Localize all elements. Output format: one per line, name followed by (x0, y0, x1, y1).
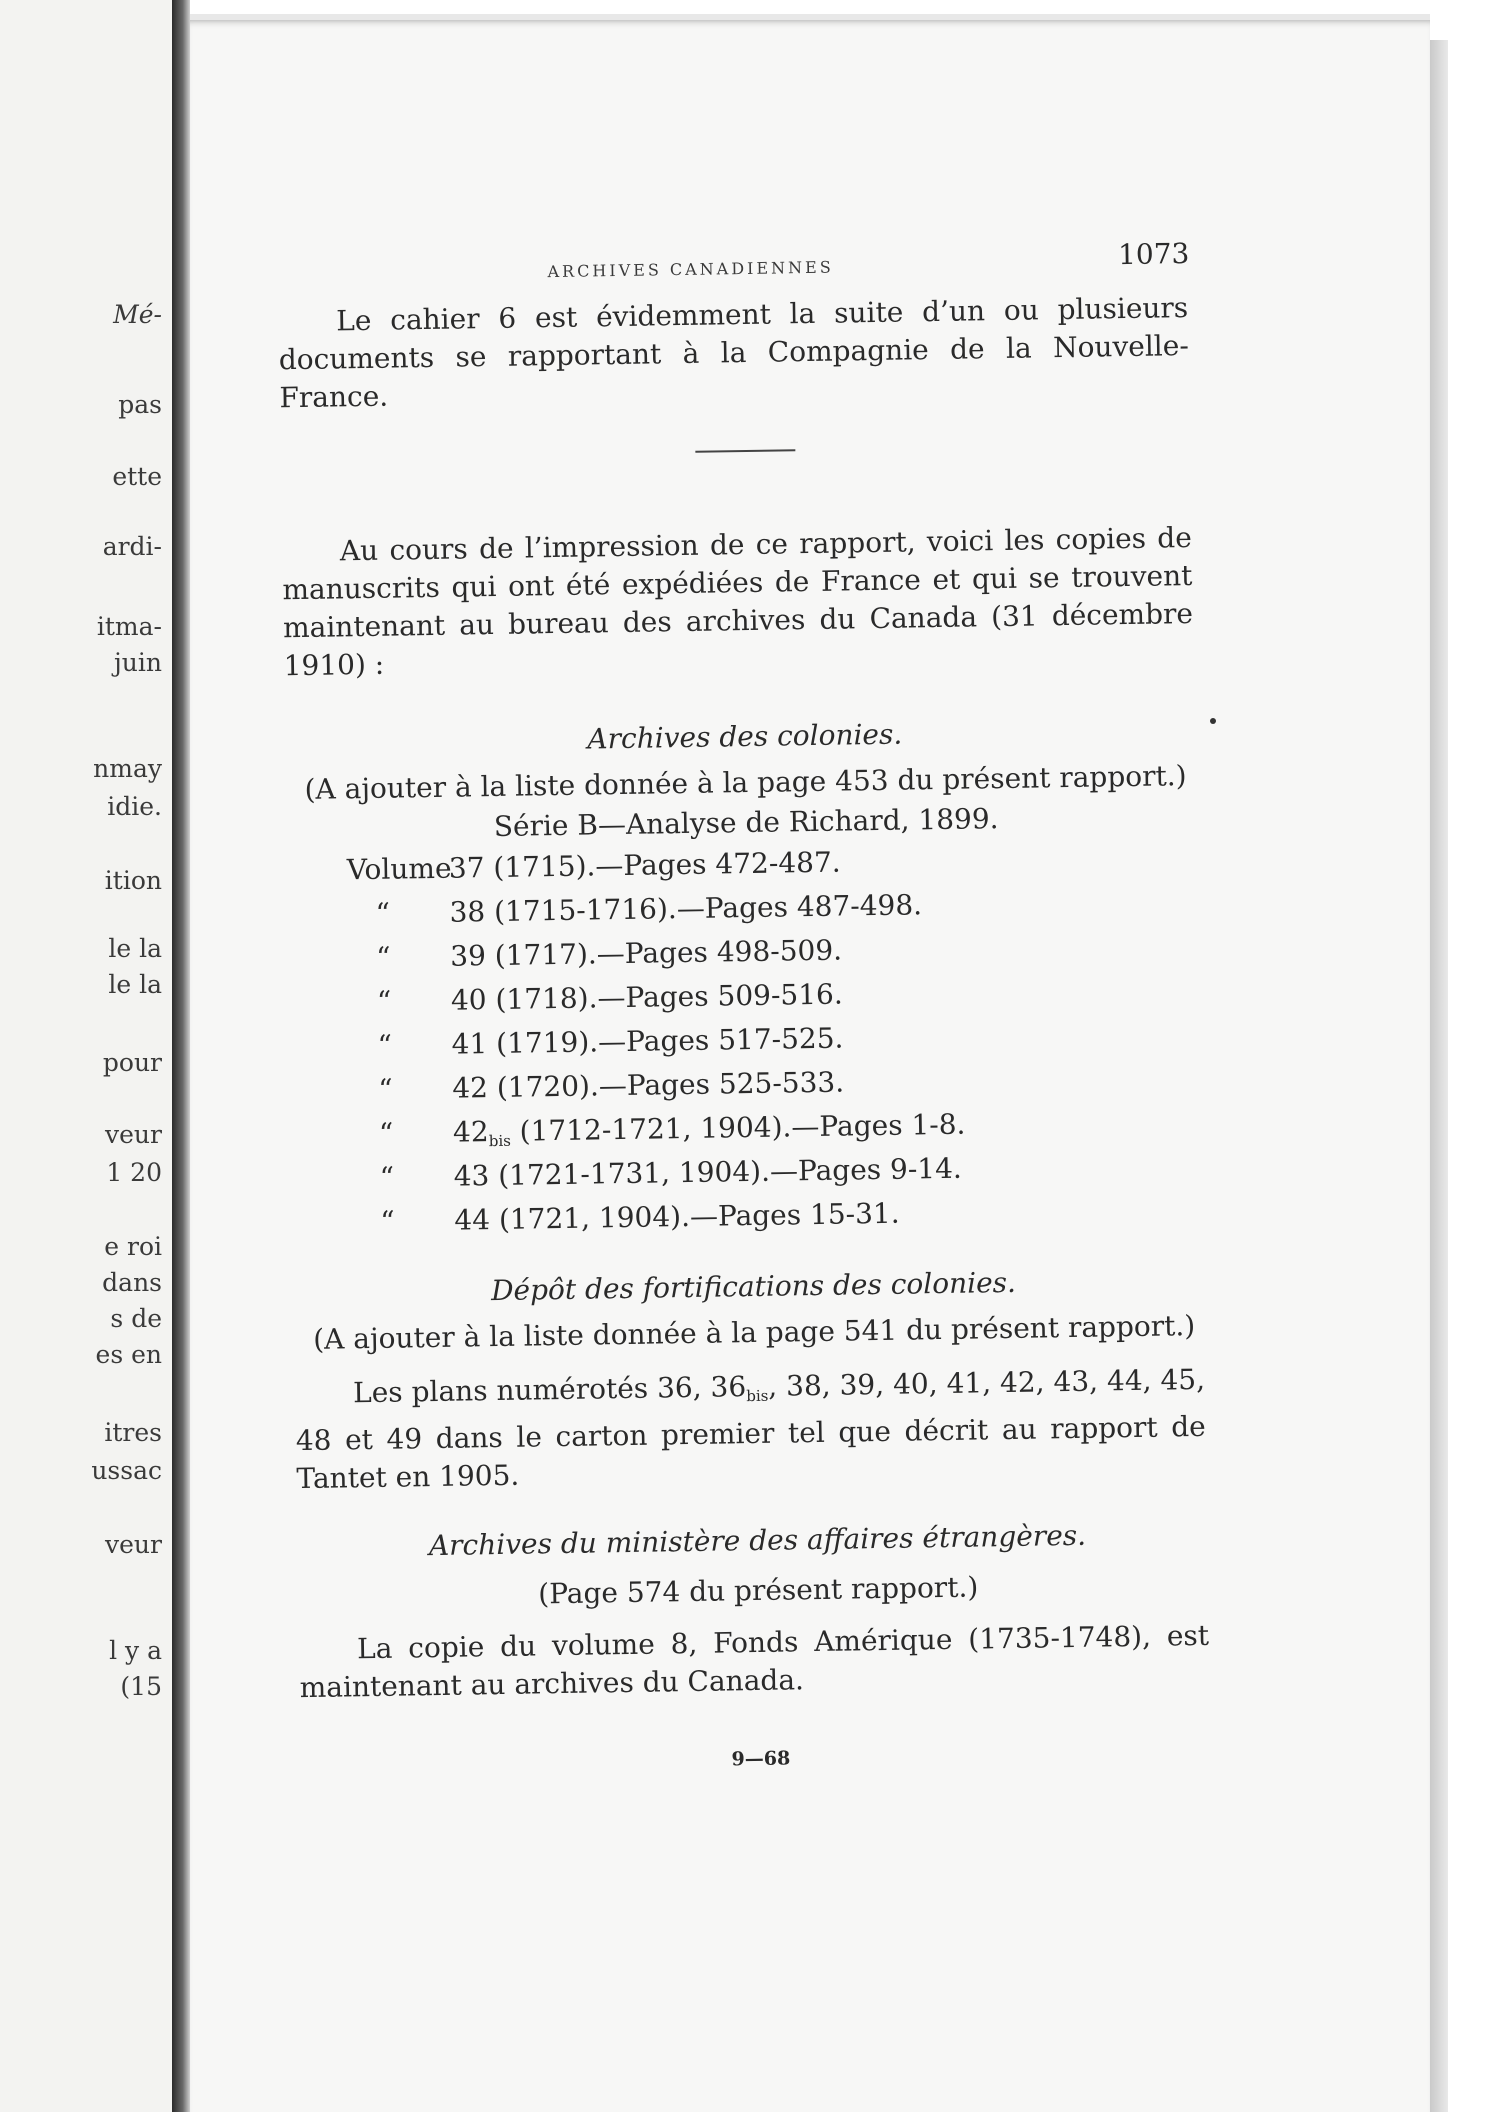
facing-page-line: idie. (107, 792, 162, 821)
ditto-mark: “ (378, 1072, 393, 1106)
facing-page-line: ition (104, 866, 162, 895)
volume-entry: 37 (1715).—Pages 472-487. (448, 845, 841, 885)
facing-page-line: dans (102, 1268, 162, 1297)
facing-page-line: juin (114, 648, 162, 677)
fortifications-subscript: bis (746, 1386, 769, 1406)
fortifications-note: (A ajouter à la liste donnée à la page 541 du présent rapport.) (312, 1309, 1196, 1356)
fortifications-text-start: Les plans numérotés 36, 36 (352, 1370, 747, 1410)
facing-page-line: ussac (91, 1456, 162, 1485)
facing-page-line: ardi- (102, 532, 162, 561)
facing-page-line: itma- (96, 612, 162, 641)
fortifications-text-end: , 38, 39, 40, 41, 42, 43, 44, 45, 48 et 49 dans le carton premier tel que décrit au rapport de Tantet en 1905. (295, 1362, 1206, 1496)
running-header (277, 235, 1198, 289)
facing-page-line: ette (112, 462, 162, 491)
facing-page-line: pas (118, 390, 162, 419)
document-page (190, 20, 1430, 2112)
facing-page-line: itres (104, 1418, 162, 1447)
ink-speck (1210, 718, 1216, 724)
facing-page-line: pour (102, 1048, 162, 1077)
printer-signature: 9—68 (731, 1747, 791, 1771)
ditto-mark: “ (376, 984, 392, 1018)
volume-number: 42 (452, 1115, 489, 1149)
colonies-note: (A ajouter à la liste donnée à la page 453 du présent rapport.) (304, 759, 1187, 806)
fortifications-paragraph (295, 1361, 1207, 1498)
foreign-affairs-note: (Page 574 du présent rapport.) (537, 1570, 979, 1611)
section-divider (695, 449, 795, 453)
facing-page-line: 1 20 (106, 1158, 162, 1187)
facing-page-line: veur (105, 1120, 162, 1149)
book-gutter (172, 0, 190, 2112)
ditto-mark: “ (377, 1028, 393, 1062)
colonies-series: Série B—Analyse de Richard, 1899. (493, 802, 999, 843)
facing-page-line: le la (108, 934, 162, 963)
ditto-mark: “ (375, 896, 391, 930)
volume-subscript: bis (488, 1131, 512, 1151)
facing-page-line: veur (105, 1530, 162, 1559)
volume-prefix: Volume (346, 851, 452, 887)
volume-entry: 42 (1720).—Pages 525-533. (452, 1065, 845, 1105)
facing-page-line: s de (110, 1304, 162, 1333)
volume-entry: 44 (1721, 1904).—Pages 15-31. (454, 1196, 900, 1237)
volume-entry: 38 (1715-1716).—Pages 487-498. (449, 888, 923, 929)
ditto-mark: “ (380, 1204, 395, 1238)
volume-entry: 41 (1719).—Pages 517-525. (451, 1021, 844, 1061)
facing-page-line: e roi (104, 1232, 162, 1261)
facing-page-fragment (0, 0, 172, 2112)
ditto-mark: “ (379, 1160, 395, 1194)
foreign-affairs-paragraph: La copie du volume 8, Fonds Amérique (1735-1748), est maintenant au archives du Canada. (299, 1618, 1210, 1705)
facing-page-line: l y a (109, 1636, 162, 1665)
facing-page-line: Mé- (113, 300, 162, 329)
page-edge-strip (1430, 40, 1448, 2112)
volume-list (347, 837, 1053, 1244)
section-heading-foreign-affairs: Archives du ministère des affaires étrangères. (428, 1518, 1087, 1563)
ditto-mark: “ (378, 1116, 394, 1150)
volume-detail: (1712-1721, 1904).—Pages 1-8. (510, 1107, 966, 1148)
running-title: ARCHIVES CANADIENNES (547, 257, 834, 282)
volume-entry: 40 (1718).—Pages 509-516. (450, 977, 843, 1017)
page-content (274, 13, 1227, 2112)
intro-paragraph: Le cahier 6 est évidemment la suite d’un ou plusieurs documents se rapportant à la Compagnie de la Nouvelle-France. (278, 291, 1190, 415)
facing-page-line: (15 (120, 1672, 162, 1701)
facing-page-line: nmay (93, 754, 162, 783)
ditto-mark: “ (376, 940, 391, 974)
page-number: 1073 (1117, 237, 1190, 272)
facing-page-line: es en (95, 1340, 162, 1369)
section-heading-colonies: Archives des colonies. (587, 717, 903, 756)
section-heading-fortifications: Dépôt des fortifications des colonies. (490, 1265, 1017, 1308)
volume-entry: 43 (1721-1731, 1904).—Pages 9-14. (453, 1151, 963, 1193)
volume-entry: 39 (1717).—Pages 498-509. (449, 933, 843, 973)
facing-page-line: le la (108, 970, 162, 999)
notice-paragraph: Au cours de l’impression de ce rapport, voici les copies de manuscrits qui ont été expédiées de France et qui se trouvent maintenant au bureau des archives du Canada (31 décembre 1910) : (282, 520, 1194, 683)
